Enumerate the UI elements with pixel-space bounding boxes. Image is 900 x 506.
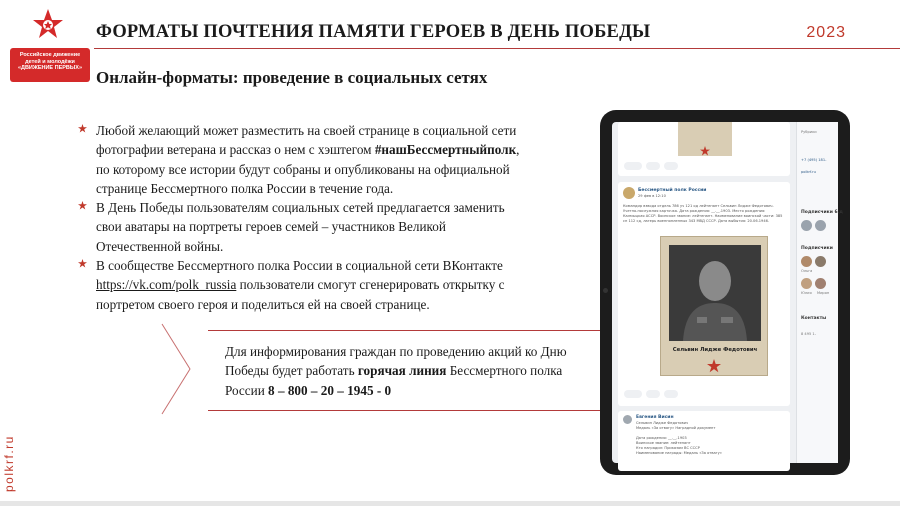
bullet-star-icon <box>78 201 87 210</box>
post-date: 29 фев в 12:10 <box>638 194 666 198</box>
comment-pill[interactable] <box>646 390 660 398</box>
sidebar-site[interactable]: polkrf.ru <box>801 170 816 174</box>
comment-line: Медаль «За отвагу» Наградной документ <box>636 426 716 430</box>
hotline-divider-bottom <box>208 410 608 411</box>
subscribers-label[interactable]: Подписчики 6.д <box>801 210 843 215</box>
follower-name: Юлия <box>801 291 812 295</box>
tablet-mockup <box>600 110 850 475</box>
post-author-avatar <box>623 187 635 199</box>
vk-link[interactable]: https://vk.com/polk_russia <box>96 277 237 293</box>
chevron-right-icon <box>160 322 194 416</box>
veteran-photo-card <box>660 236 768 376</box>
hotline-phone: 8 – 800 – 20 – 1945 - 0 <box>268 382 392 398</box>
avatar[interactable] <box>815 220 826 231</box>
comment-line: Наименование награды: Медаль «За отвагу» <box>636 451 722 455</box>
avatar[interactable] <box>801 256 812 267</box>
comment-line: Кто наградил: Приказом ВС СССР <box>636 446 700 450</box>
comment-line: Воинское звание: лейтенант <box>636 441 691 445</box>
avatar[interactable] <box>801 278 812 289</box>
star-icon <box>700 146 710 156</box>
post-card-top <box>618 122 790 176</box>
veteran-name: Сельвин Лидже Федотович <box>672 347 758 353</box>
site-url-vertical: polkrf.ru <box>2 435 16 492</box>
logo-line-3: «ДВИЖЕНИЕ ПЕРВЫХ» <box>17 65 83 71</box>
avatar[interactable] <box>815 278 826 289</box>
bullet-3-text: В сообществе Бессмертного полка России в социальной сети ВКонтакте <box>96 258 503 274</box>
hashtag: #нашБессмертныйполк <box>374 142 517 158</box>
follower-name: Мирон <box>817 291 830 295</box>
logo-line-2: детей и молодёжи <box>25 58 75 65</box>
tablet-screen <box>612 122 843 463</box>
logo <box>6 8 88 76</box>
comment-author[interactable]: Евгения Висин <box>636 415 674 420</box>
bullet-star-icon <box>78 124 87 133</box>
bullet-1-text-end: , по которому все истории будут собраны и опубликованы на официальной странице Бессмертного полка России в течение года. <box>96 142 520 196</box>
follower-name: Ольга <box>801 269 813 273</box>
bullet-list <box>78 121 528 314</box>
comment-card <box>618 411 790 471</box>
bullet-item-3 <box>78 256 528 314</box>
share-pill[interactable] <box>664 390 678 398</box>
comment-avatar <box>623 415 632 424</box>
camera-dot <box>603 288 608 293</box>
page-title: ФОРМАТЫ ПОЧТЕНИЯ ПАМЯТИ ГЕРОЕВ В ДЕНЬ ПОБЕДЫ <box>96 22 651 42</box>
contacts-label[interactable]: Контакты <box>801 316 827 321</box>
section-subtitle: Онлайн-форматы: проведение в социальных сетях <box>96 68 488 87</box>
comment-line: Дата рождения: __.__.1903 <box>636 436 687 440</box>
hotline-text-2: Бессмертного полка России <box>225 363 563 398</box>
comment-line: Сельвин Лидже Федотович <box>636 421 689 425</box>
veteran-photo <box>669 245 761 341</box>
bullet-star-icon <box>78 259 87 268</box>
contact-phone: 8 495 1- <box>801 332 817 336</box>
like-pill[interactable] <box>624 390 642 398</box>
hotline-info <box>225 342 585 400</box>
logo-line-1: Российское движение <box>19 52 81 58</box>
hotline-text: Для информирования граждан по проведению акций ко Дню Победы будет работать <box>225 344 567 379</box>
avatar[interactable] <box>801 220 812 231</box>
bullet-2-text: В День Победы пользователям социальных сетей предлагается заменить свои аватары на портреты героев семей – участников Великой Отечественной войны. <box>96 200 505 254</box>
avatar[interactable] <box>815 256 826 267</box>
sidebar-phone[interactable]: +7 (495) 181- <box>801 158 827 162</box>
like-pill[interactable] <box>624 162 642 170</box>
hotline-label: горячая линия <box>357 363 447 379</box>
portrait-image <box>669 245 761 341</box>
followers-label[interactable]: Подписчики <box>801 246 833 251</box>
star-logo-icon <box>32 8 64 40</box>
vk-sidebar <box>796 122 843 463</box>
logo-badge <box>10 48 90 82</box>
year-label: 2023 <box>806 24 846 41</box>
comment-pill[interactable] <box>646 162 660 170</box>
post-text: Командир взвода отдель 786 уч 121 од лейтенант Сельвин Лидже Федотович. Учетно-послужная карточка. Дата рождения: __.__.1903. Место рождения: Калмыцкая АССР. Воинское звание: лейтенант. Наименование воинской части: 385 сп 112 сд, лагерь военнопленных 343 МВД СССР. Дата выбытия: 20.06.1946. <box>623 204 783 223</box>
post-author[interactable]: Бессмертный полк России <box>638 188 707 193</box>
bullet-item-2 <box>78 198 528 256</box>
star-icon <box>707 359 721 373</box>
bullet-1-text: Любой желающий может разместить на своей странице в социальной сети фотографии ветерана и рассказ о нем с хэштегом <box>96 123 517 158</box>
share-pill[interactable] <box>664 162 678 170</box>
header-divider <box>94 48 900 49</box>
bottom-stripe <box>0 501 900 506</box>
bullet-3-text-end: пользователи смогут сгенерировать открытку с портретом своего героя и поделиться ей на своей странице. <box>96 277 505 312</box>
post-card-main <box>618 182 790 406</box>
hotline-divider-top <box>208 330 608 331</box>
sidebar-text: Рубрики <box>801 130 817 134</box>
bullet-item-1 <box>78 121 528 198</box>
